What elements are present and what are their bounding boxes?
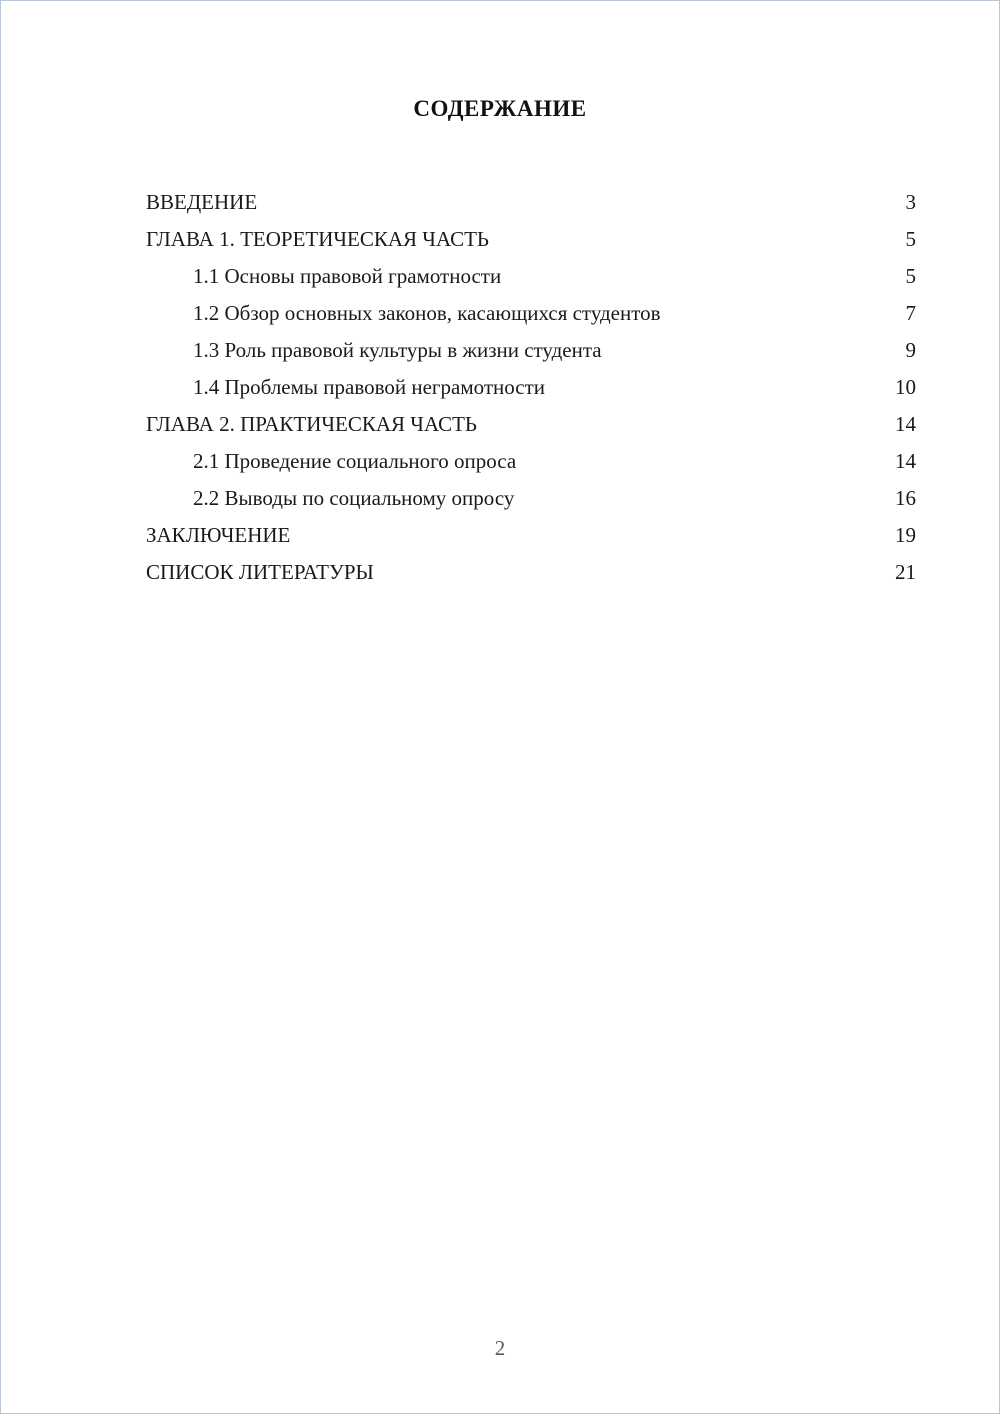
toc-entry bbox=[146, 369, 916, 406]
toc-entry-page-number: 7 bbox=[905, 301, 916, 325]
toc-entry bbox=[146, 184, 916, 221]
toc-entry-page-number: 9 bbox=[905, 338, 916, 362]
toc-entry-page-number: 14 bbox=[895, 412, 916, 436]
toc-entry-label: ГЛАВА 2. ПРАКТИЧЕСКАЯ ЧАСТЬ bbox=[146, 412, 477, 436]
toc-entry-label: 1.2 Обзор основных законов, касающихся студентов bbox=[193, 301, 661, 325]
toc-entry-label: СПИСОК ЛИТЕРАТУРЫ bbox=[146, 560, 374, 584]
toc-entry-label: ЗАКЛЮЧЕНИЕ bbox=[146, 523, 291, 547]
toc-entry bbox=[146, 554, 916, 591]
toc-entry-label: 2.2 Выводы по социальному опросу bbox=[193, 486, 515, 510]
toc-entry-page-number: 10 bbox=[895, 375, 916, 399]
toc-entry-page-number: 21 bbox=[895, 560, 916, 584]
toc-entry-page-number: 3 bbox=[905, 190, 916, 214]
toc-entry-label: ГЛАВА 1. ТЕОРЕТИЧЕСКАЯ ЧАСТЬ bbox=[146, 227, 489, 251]
toc-entry bbox=[146, 332, 916, 369]
toc-entry bbox=[146, 480, 916, 517]
toc-entry-label: ВВЕДЕНИЕ bbox=[146, 190, 258, 214]
toc-entry-page-number: 5 bbox=[905, 227, 916, 251]
toc-entry-label: 1.4 Проблемы правовой неграмотности bbox=[193, 375, 546, 399]
toc-entry bbox=[146, 221, 916, 258]
toc-entry bbox=[146, 295, 916, 332]
toc-entry-label: 1.3 Роль правовой культуры в жизни студента bbox=[193, 338, 602, 362]
toc-entry-label: 1.1 Основы правовой грамотности bbox=[193, 264, 502, 288]
toc-entry-page-number: 14 bbox=[895, 449, 916, 473]
toc-entry bbox=[146, 406, 916, 443]
page-title: СОДЕРЖАНИЕ bbox=[413, 96, 587, 121]
toc-entry-page-number: 16 bbox=[895, 486, 916, 510]
toc-entry bbox=[146, 443, 916, 480]
table-of-contents bbox=[1, 184, 999, 591]
footer-page-number: 2 bbox=[494, 1336, 506, 1360]
toc-entry bbox=[146, 258, 916, 295]
toc-entry-page-number: 19 bbox=[895, 523, 916, 547]
toc-entry-label: 2.1 Проведение социального опроса bbox=[193, 449, 517, 473]
toc-entry-page-number: 5 bbox=[905, 264, 916, 288]
toc-entry bbox=[146, 517, 916, 554]
